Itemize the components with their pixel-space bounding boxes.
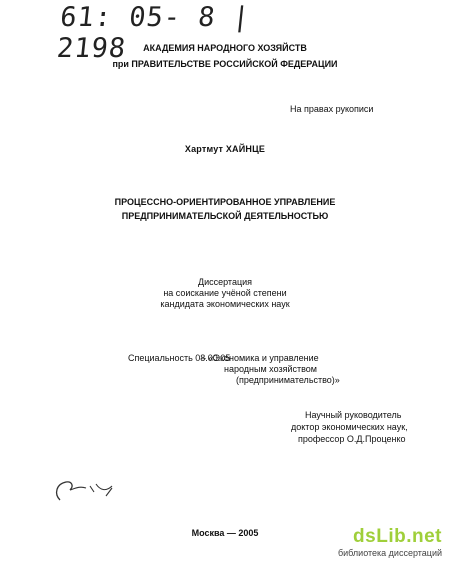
specialty-name-line-3: (предпринимательство)»: [236, 375, 340, 385]
watermark-subtitle: библиотека диссертаций: [337, 548, 442, 558]
supervisor-degree: доктор экономических наук,: [291, 422, 408, 432]
dslib-watermark: [312, 526, 442, 558]
specialty-code: Специальность 08.00.05: [128, 353, 231, 363]
handwritten-signature: [46, 466, 126, 506]
supervisor-name: профессор О.Д.Проценко: [298, 434, 406, 444]
supervisor-label: Научный руководитель: [305, 410, 402, 420]
academy-name: АКАДЕМИЯ НАРОДНОГО ХОЗЯЙСТВ: [143, 43, 307, 53]
watermark-logo: dsLib.net: [353, 526, 442, 547]
academy-affiliation: при ПРАВИТЕЛЬСТВЕ РОССИЙСКОЙ ФЕДЕРАЦИИ: [112, 59, 338, 69]
author-name: Хартмут ХАЙНЦЕ: [184, 144, 266, 154]
dissertation-title-line-1: ПРОЦЕССНО-ОРИЕНТИРОВАННОЕ УПРАВЛЕНИЕ: [114, 197, 336, 207]
specialty-name-line-1: – «Экономика и управление: [201, 353, 319, 363]
dissertation-label: Диссертация: [197, 277, 253, 287]
dissertation-title-line-2: ПРЕДПРИНИМАТЕЛЬСКОЙ ДЕЯТЕЛЬНОСТЬЮ: [121, 211, 329, 221]
degree-line-2: кандидата экономических наук: [160, 299, 290, 309]
degree-line-1: на соискание учёной степени: [163, 288, 287, 298]
city-and-year: Москва — 2005: [191, 528, 259, 538]
handwritten-catalog-number: 61: 05- 8 | 2198: [55, 2, 252, 64]
specialty-name-line-2: народным хозяйством: [224, 364, 317, 374]
rights-note: На правах рукописи: [290, 104, 374, 114]
